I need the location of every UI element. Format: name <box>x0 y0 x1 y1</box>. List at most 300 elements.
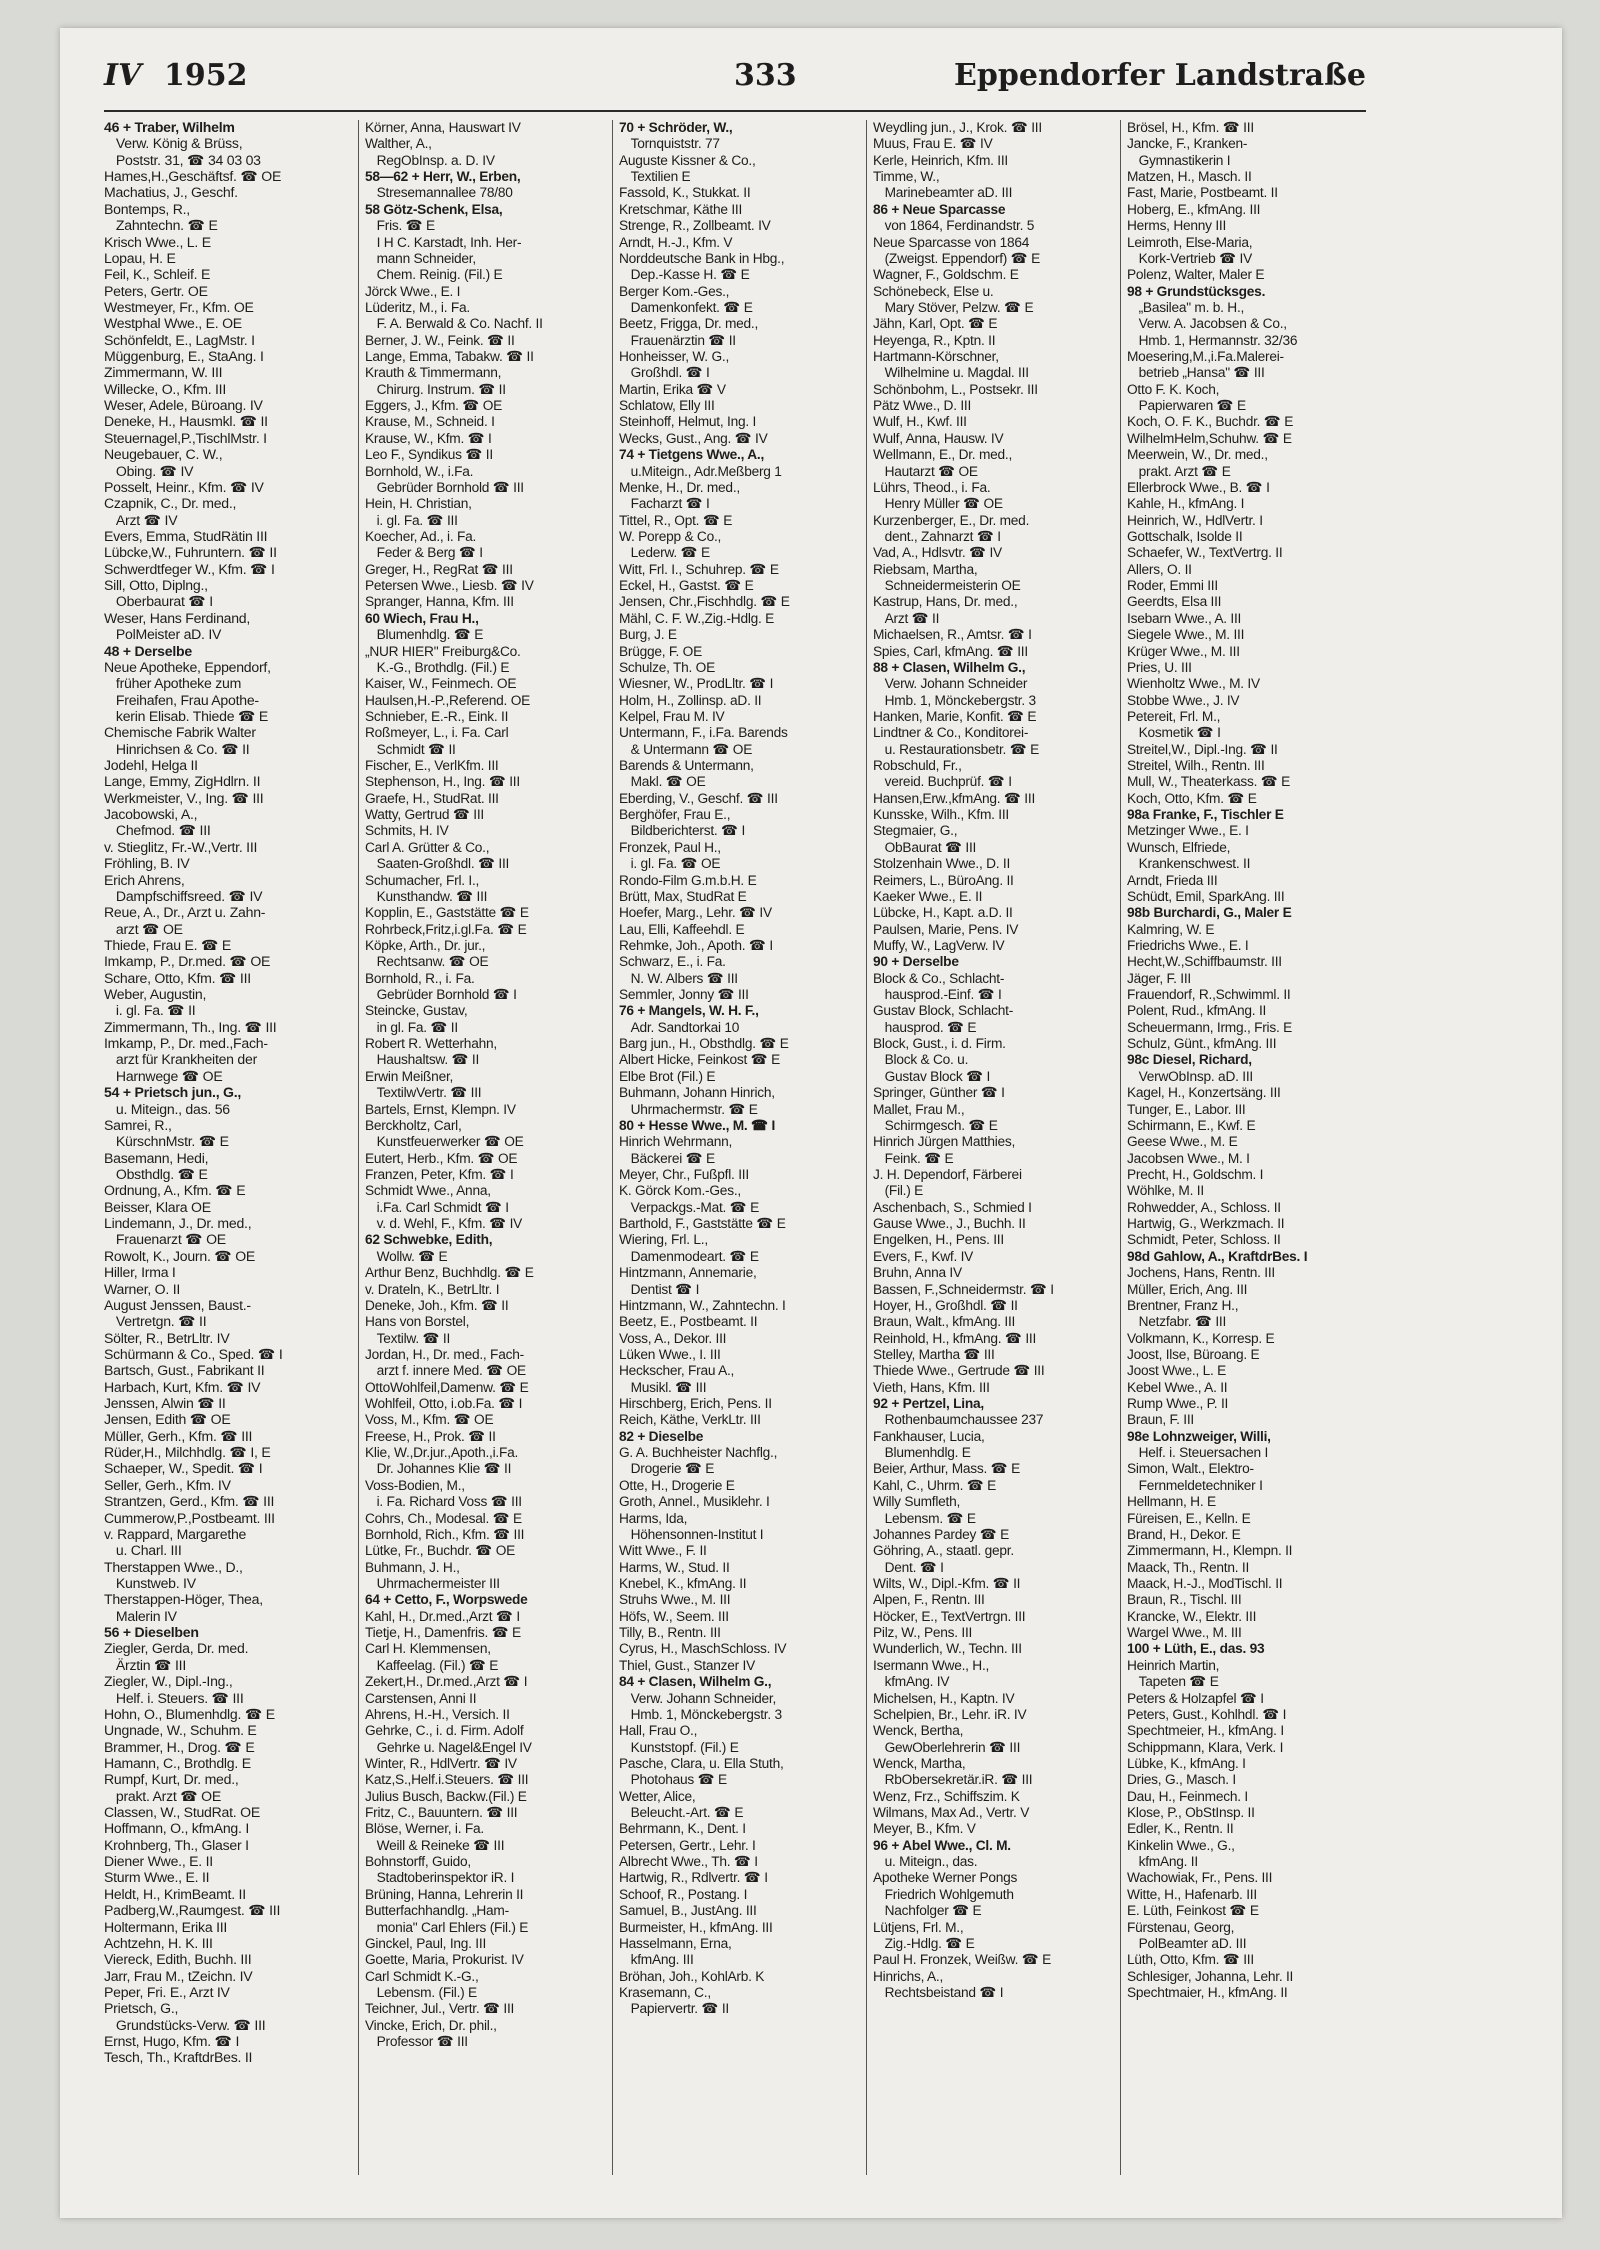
directory-entry: Deneke, Joh., Kfm. ☎ II <box>365 1297 509 1314</box>
directory-entry: Hmb. 1, Hermannstr. 32/36 <box>1138 332 1298 349</box>
directory-columns <box>104 120 1366 2175</box>
house-number-entry: 58 Götz-Schenk, Elsa, <box>365 201 503 218</box>
directory-entry: Koch, Otto, Kfm. ☎ E <box>1127 790 1257 807</box>
directory-entry: Feink. ☎ E <box>884 1150 954 1167</box>
directory-entry: K. Görck Kom.-Ges., <box>619 1183 741 1200</box>
directory-entry: Gottschalk, Isolde II <box>1127 528 1243 545</box>
directory-entry: Stobbe Wwe., J. IV <box>1127 692 1240 709</box>
directory-entry: Körner, Anna, Hauswart IV <box>365 120 521 136</box>
directory-entry: Ziegler, Gerda, Dr. med. <box>104 1641 249 1658</box>
directory-entry: Witt Wwe., F. II <box>619 1543 707 1560</box>
directory-entry: Wargel Wwe., M. III <box>1127 1625 1242 1642</box>
directory-entry: Pätz Wwe., D. III <box>873 398 972 415</box>
directory-entry: Müller, Erich, Ang. III <box>1127 1281 1248 1298</box>
directory-entry: Muus, Frau E. ☎ IV <box>873 136 993 153</box>
directory-entry: Kretschmar, Käthe III <box>619 201 743 218</box>
directory-entry: Frauenarzt ☎ OE <box>115 1232 226 1249</box>
directory-entry: Evers, F., Kwf. IV <box>873 1248 974 1265</box>
directory-entry: Gustav Block ☎ I <box>884 1068 991 1085</box>
directory-entry: Thiel, Gust., Stanzer IV <box>619 1657 756 1674</box>
directory-entry: Tittel, R., Opt. ☎ E <box>619 512 733 529</box>
directory-entry: Wachowiak, Fr., Pens. III <box>1127 1870 1273 1887</box>
directory-entry: kfmAng. III <box>630 1952 694 1969</box>
directory-entry: Petereit, Frl. M., <box>1127 708 1221 725</box>
directory-entry: Stresemannallee 78/80 <box>376 185 513 202</box>
directory-entry: Bruhn, Anna IV <box>873 1265 962 1282</box>
directory-entry: Witt, Frl. I., Schuhrep. ☎ E <box>619 561 779 578</box>
directory-entry: RegObInsp. a. D. IV <box>376 152 495 169</box>
house-number-entry: 74 + Tietgens Wwe., A., <box>619 447 765 464</box>
directory-entry: Heyenga, R., Kptn. II <box>873 332 996 349</box>
directory-entry: Frauenärztin ☎ II <box>630 332 736 349</box>
directory-entry: Damenkonfekt. ☎ E <box>630 299 753 316</box>
directory-entry: WilhelmHelm,Schuhw. ☎ E <box>1127 430 1292 447</box>
directory-entry: Warner, O. II <box>104 1281 181 1298</box>
directory-entry: Zimmermann, H., Klempn. II <box>1127 1543 1293 1560</box>
directory-entry: Robert R. Wetterhahn, <box>365 1036 497 1053</box>
directory-entry: Petersen, Gertr., Lehr. I <box>619 1837 756 1854</box>
directory-entry: & Untermann ☎ OE <box>630 741 753 758</box>
directory-entry: Strenge, R., Zollbeamt. IV <box>619 218 771 235</box>
directory-entry: PolMeister aD. IV <box>115 627 222 644</box>
directory-entry: Lebensm. ☎ E <box>884 1510 976 1527</box>
directory-entry: (Fil.) E <box>884 1183 924 1200</box>
directory-entry: Meyer, Chr., Fußpfl. III <box>619 1167 749 1183</box>
directory-entry: Thiede, Frau E. ☎ E <box>104 937 232 954</box>
directory-entry: Gymnastikerin I <box>1138 152 1231 169</box>
directory-entry: Kebel Wwe., A. II <box>1127 1379 1228 1396</box>
directory-entry: Westmeyer, Fr., Kfm. OE <box>104 299 254 316</box>
directory-entry: Wiering, Frl. L., <box>619 1232 708 1249</box>
directory-entry: Obsthdlg. ☎ E <box>115 1167 208 1183</box>
directory-entry: Paul H. Fronzek, Weißw. ☎ E <box>873 1952 1052 1969</box>
house-number-entry: 96 + Abel Wwe., Cl. M. <box>873 1837 1011 1854</box>
directory-entry: Zahntechn. ☎ E <box>115 218 218 235</box>
directory-entry: Lührs, Theod., i. Fa. <box>873 479 991 496</box>
directory-entry: Therstappen-Höger, Thea, <box>104 1592 263 1609</box>
directory-entry: Deneke, H., Hausmkl. ☎ II <box>104 414 268 431</box>
directory-entry: Zimmermann, Th., Ing. ☎ III <box>104 1019 277 1036</box>
directory-entry: Hecht,W.,Schiffbaumstr. III <box>1127 954 1282 971</box>
directory-entry: Kahl, C., Uhrm. ☎ E <box>873 1477 997 1494</box>
directory-entry: Meyer, B., Kfm. V <box>873 1821 976 1838</box>
directory-entry: Polent, Rud., kfmAng. II <box>1127 1003 1267 1020</box>
directory-entry: Lindtner & Co., Konditorei- <box>873 725 1029 742</box>
directory-entry: Hein, H. Christian, <box>365 496 472 513</box>
directory-entry: Robschuld, Fr., <box>873 758 962 775</box>
directory-entry: Wenz, Frz., Schiffszim. K <box>873 1788 1020 1805</box>
directory-entry: Krüger Wwe., M. III <box>1127 643 1240 660</box>
directory-entry: Zimmermann, W. III <box>104 365 223 382</box>
directory-entry: in gl. Fa. ☎ II <box>376 1019 458 1036</box>
directory-entry: Blumenhdlg. ☎ E <box>376 627 484 644</box>
directory-entry: Untermann, F., i.Fa. Barends <box>619 725 788 742</box>
directory-entry: Braun, Walt., kfmAng. III <box>873 1314 1016 1331</box>
directory-entry: Timme, W., <box>873 169 940 186</box>
directory-entry: Rumpf, Kurt, Dr. med., <box>104 1772 239 1789</box>
directory-entry: Willecke, O., Kfm. III <box>104 381 227 398</box>
directory-entry: Reue, A., Dr., Arzt u. Zahn- <box>104 905 266 922</box>
directory-entry: Block & Co. u. <box>884 1052 969 1069</box>
directory-entry: Sill, Otto, Diplng., <box>104 578 208 595</box>
directory-entry: Vincke, Erich, Dr. phil., <box>365 2017 497 2034</box>
directory-entry: Hintzmann, Annemarie, <box>619 1265 757 1282</box>
directory-entry: Precht, H., Goldschm. I <box>1127 1167 1264 1183</box>
house-number-entry: 98d Gahlow, A., KraftdrBes. I <box>1127 1248 1308 1265</box>
directory-entry: Fröhling, B. IV <box>104 856 190 873</box>
directory-entry: Lindemann, J., Dr. med., <box>104 1216 252 1233</box>
directory-entry: Otto F. K. Koch, <box>1127 381 1220 398</box>
directory-entry: u. Miteign., das. <box>884 1854 978 1871</box>
directory-entry: Voss, A., Dekor. III <box>619 1330 727 1347</box>
directory-entry: Norddeutsche Bank in Hbg., <box>619 250 785 267</box>
directory-entry: Hoberg, E., kfmAng. III <box>1127 201 1261 218</box>
directory-entry: Damenmodeart. ☎ E <box>630 1248 759 1265</box>
directory-entry: Harnwege ☎ OE <box>115 1068 223 1085</box>
directory-entry: E. Lüth, Feinkost ☎ E <box>1127 1903 1259 1920</box>
directory-entry: Lopau, H. E <box>104 250 176 267</box>
directory-entry: Lüderitz, M., i. Fa. <box>365 299 470 316</box>
house-number-entry: 98e Lohnzweiger, Willi, <box>1127 1428 1271 1445</box>
directory-entry: Werkmeister, V., Ing. ☎ III <box>104 790 264 807</box>
directory-entry: Dentist ☎ I <box>630 1281 700 1298</box>
directory-entry: Reich, Käthe, VerkLtr. III <box>619 1412 761 1429</box>
directory-entry: Kork-Vertrieb ☎ IV <box>1138 250 1252 267</box>
directory-entry: Schlesiger, Johanna, Lehr. II <box>1127 1968 1294 1985</box>
directory-entry: Schwerdtfeger W., Kfm. ☎ I <box>104 561 275 578</box>
directory-entry: Steincke, Gustav, <box>365 1003 468 1020</box>
directory-entry: Wenck, Martha, <box>873 1755 966 1772</box>
directory-entry: Grundstücks-Verw. ☎ III <box>115 2017 266 2034</box>
directory-entry: Obing. ☎ IV <box>115 463 194 480</box>
directory-entry: Johannes Pardey ☎ E <box>873 1526 1010 1543</box>
house-number-entry: 100 + Lüth, E., das. 93 <box>1127 1641 1265 1658</box>
directory-entry: Bröhan, Joh., KohlArb. K <box>619 1968 765 1985</box>
directory-entry: Braun, F. III <box>1127 1412 1195 1429</box>
directory-entry: Achtzehn, H. K. III <box>104 1935 213 1952</box>
directory-entry: Gehrke u. Nagel&Engel IV <box>376 1739 532 1756</box>
directory-entry: Leimroth, Else-Maria, <box>1127 234 1253 251</box>
directory-entry: Dampfschiffsreed. ☎ IV <box>115 888 263 905</box>
directory-entry: VerwObInsp. aD. III <box>1138 1068 1253 1085</box>
directory-entry: Polenz, Walter, Maler E <box>1127 267 1265 284</box>
house-number-entry: 98 + Grundstücksges. <box>1127 283 1266 300</box>
directory-entry: Lederw. ☎ E <box>630 545 710 562</box>
directory-entry: Stelley, Martha ☎ III <box>873 1346 995 1363</box>
directory-entry: monia" Carl Ehlers (Fil.) E <box>376 1919 529 1936</box>
directory-entry: Spechtmeier, H., kfmAng. I <box>1127 1723 1284 1740</box>
directory-entry: v. Stieglitz, Fr.-W.,Vertr. III <box>104 839 258 856</box>
directory-entry: hausprod. ☎ E <box>884 1019 977 1036</box>
directory-entry: Schmidt ☎ II <box>376 741 456 758</box>
directory-entry: Schippmann, Klara, Verk. I <box>1127 1739 1284 1756</box>
directory-entry: Höfs, W., Seem. III <box>619 1608 729 1625</box>
directory-entry: Schmits, H. IV <box>365 823 449 840</box>
directory-entry: Schirmann, E., Kwf. E <box>1127 1117 1256 1134</box>
directory-entry: Wöhlke, M. II <box>1127 1183 1204 1200</box>
directory-entry: Franzen, Peter, Kfm. ☎ I <box>365 1167 514 1183</box>
directory-entry: Pries, U. III <box>1127 659 1192 676</box>
directory-entry: Krisch Wwe., L. E <box>104 234 211 251</box>
directory-entry: Otte, H., Drogerie E <box>619 1477 735 1494</box>
directory-entry: Sturm Wwe., E. II <box>104 1870 210 1887</box>
directory-entry: Arzt ☎ IV <box>115 512 178 529</box>
directory-entry: Drogerie ☎ E <box>630 1461 715 1478</box>
directory-entry: Rohwedder, A., Schloss. II <box>1127 1199 1281 1216</box>
directory-entry: Kahl, H., Dr.med.,Arzt ☎ I <box>365 1608 520 1625</box>
house-number-entry: 98b Burchardi, G., Maler E <box>1127 905 1292 922</box>
directory-entry: Ungnade, W., Schuhm. E <box>104 1723 257 1740</box>
directory-entry: Schaefer, W., TextVertrg. II <box>1127 545 1283 562</box>
directory-entry: prakt. Arzt ☎ E <box>1138 463 1231 480</box>
directory-entry: Simon, Walt., Elektro- <box>1127 1461 1254 1478</box>
directory-entry: v. Rappard, Margarethe <box>104 1526 247 1543</box>
directory-entry: Neue Sparcasse von 1864 <box>873 234 1030 251</box>
directory-entry: Julius Busch, Backw.(Fil.) E <box>365 1788 527 1805</box>
directory-entry: GewOberlehrerin ☎ III <box>884 1739 1021 1756</box>
directory-entry: Geese Wwe., M. E <box>1127 1134 1238 1151</box>
directory-entry: Witte, H., Hafenarb. III <box>1127 1886 1257 1903</box>
directory-entry: Voss, M., Kfm. ☎ OE <box>365 1412 494 1429</box>
directory-entry: Wellmann, E., Dr. med., <box>873 447 1013 464</box>
directory-entry: Albrecht Wwe., Th. ☎ I <box>619 1854 758 1871</box>
directory-entry: Textilien E <box>630 169 691 186</box>
directory-entry: arzt ☎ OE <box>115 921 183 938</box>
directory-entry: Peters, Gertr. OE <box>104 283 208 300</box>
house-number-entry: 86 + Neue Sparcasse <box>873 201 1006 218</box>
directory-entry: Weill & Reineke ☎ III <box>376 1837 505 1854</box>
directory-entry: Maack, H.-J., ModTischl. II <box>1127 1575 1283 1592</box>
directory-entry: Wiesner, W., ProdLltr. ☎ I <box>619 676 774 693</box>
directory-entry: Hautarzt ☎ OE <box>884 463 978 480</box>
directory-entry: Watty, Gertrud ☎ III <box>365 807 484 824</box>
directory-entry: Wunderlich, W., Techn. III <box>873 1641 1022 1658</box>
directory-entry: Schmidt, Peter, Schloss. II <box>1127 1232 1281 1249</box>
directory-entry: Berckholtz, Carl, <box>365 1117 462 1134</box>
directory-entry: Mary Stöver, Pelzw. ☎ E <box>884 299 1034 316</box>
directory-entry: Isermann Wwe., H., <box>873 1657 990 1674</box>
directory-entry: Aschenbach, S., Schmied I <box>873 1199 1032 1216</box>
directory-entry: TextilwVertr. ☎ III <box>376 1085 482 1102</box>
directory-entry: Professor ☎ III <box>376 2034 468 2051</box>
directory-entry: Textilw. ☎ II <box>376 1330 451 1347</box>
directory-entry: Tornquiststr. 77 <box>630 136 720 153</box>
directory-entry: vereid. Buchprüf. ☎ I <box>884 774 1012 791</box>
directory-entry: Peper, Fri. E., Arzt IV <box>104 1984 230 2001</box>
directory-entry: i. gl. Fa. ☎ II <box>115 1003 196 1020</box>
directory-entry: Klie, W.,Dr.jur.,Apoth.,i.Fa. <box>365 1445 519 1462</box>
directory-entry: Honheisser, W. G., <box>619 349 730 366</box>
directory-entry: Therstappen Wwe., D., <box>104 1559 243 1576</box>
directory-entry: Voss-Bodien, M., <box>365 1477 465 1494</box>
directory-entry: Photohaus ☎ E <box>630 1772 727 1789</box>
directory-entry: Posselt, Heinr., Kfm. ☎ IV <box>104 479 264 496</box>
directory-column <box>866 120 1117 2175</box>
directory-entry: Edler, K., Rentn. II <box>1127 1821 1234 1838</box>
directory-entry: Dent. ☎ I <box>884 1559 944 1576</box>
directory-column <box>612 120 863 2175</box>
directory-entry: Schirmgesch. ☎ E <box>884 1117 998 1134</box>
directory-entry: Erwin Meißner, <box>365 1068 454 1085</box>
directory-entry: Krasemann, C., <box>619 1984 711 2001</box>
directory-entry: Kaffeelag. (Fil.) ☎ E <box>376 1657 499 1674</box>
directory-entry: von 1864, Ferdinandstr. 5 <box>884 218 1035 235</box>
directory-entry: Eberding, V., Geschf. ☎ III <box>619 790 778 807</box>
directory-entry: Spechtmaier, H., kfmAng. II <box>1127 1984 1288 2001</box>
directory-entry: Wohlfeil, Otto, i.ob.Fa. ☎ I <box>365 1396 523 1413</box>
directory-entry: Wienholtz Wwe., M. IV <box>1127 676 1260 693</box>
directory-entry: Kunsthandw. ☎ III <box>376 888 488 905</box>
directory-entry: Hellmann, H. E <box>1127 1494 1216 1511</box>
directory-entry: Krankenschwest. II <box>1138 856 1251 873</box>
directory-entry: Ginckel, Paul, Ing. III <box>365 1935 487 1952</box>
directory-entry: Zig.-Hdlg. ☎ E <box>884 1935 975 1952</box>
directory-entry: Albert Hicke, Feinkost ☎ E <box>619 1052 781 1069</box>
directory-entry: Chirurg. Instrum. ☎ II <box>376 381 506 398</box>
directory-entry: Brammer, H., Drog. ☎ E <box>104 1739 255 1756</box>
directory-entry: früher Apotheke zum <box>115 676 242 693</box>
directory-entry: Frauendorf, R.,Schwimml. II <box>1127 987 1291 1004</box>
directory-entry: Wilts, W., Dipl.-Kfm. ☎ II <box>873 1575 1021 1592</box>
directory-entry: Stadtoberinspektor iR. I <box>376 1870 515 1887</box>
directory-entry: Lange, Emmy, ZigHdlrn. II <box>104 774 261 791</box>
directory-entry: Schönfeldt, E., LagMstr. I <box>104 332 255 349</box>
directory-entry: Ordnung, A., Kfm. ☎ E <box>104 1183 246 1200</box>
directory-entry: Evers, Emma, StudRätin III <box>104 528 268 545</box>
directory-entry: Jensen, Edith ☎ OE <box>104 1412 231 1429</box>
directory-entry: Diener Wwe., E. II <box>104 1854 213 1871</box>
directory-entry: Heckscher, Frau A., <box>619 1363 735 1380</box>
directory-entry: Cummerow,P.,Postbeamt. III <box>104 1510 275 1527</box>
directory-entry: Hinrich Jürgen Matthies, <box>873 1134 1016 1151</box>
directory-entry: Rohrbeck,Fritz,i.gl.Fa. ☎ E <box>365 921 527 938</box>
directory-entry: Engelken, H., Pens. III <box>873 1232 1004 1249</box>
directory-entry: Wulf, H., Kwf. III <box>873 414 967 431</box>
directory-entry: Burg, J. E <box>619 627 677 644</box>
directory-entry: „NUR HIER" Freiburg&Co. <box>365 643 521 660</box>
directory-entry: Tesch, Th., KraftdrBes. II <box>104 2050 253 2067</box>
directory-entry: Muffy, W., LagVerw. IV <box>873 937 1005 954</box>
directory-entry: K.-G., Brothdlg. (Fil.) E <box>376 659 510 676</box>
directory-entry: Kelpel, Frau M. IV <box>619 708 725 725</box>
directory-entry: Rump Wwe., P. II <box>1127 1396 1229 1413</box>
page-header <box>104 58 1366 104</box>
directory-entry: Imkamp, P., Dr. med.,Fach- <box>104 1036 268 1053</box>
directory-entry: Bornhold, Rich., Kfm. ☎ III <box>365 1526 525 1543</box>
directory-entry: Dau, H., Feinmech. I <box>1127 1788 1248 1805</box>
directory-entry: Schaeper, W., Spedit. ☎ I <box>104 1461 263 1478</box>
directory-entry: Lübke, K., kfmAng. I <box>1127 1755 1246 1772</box>
directory-entry: Klose, P., ObStInsp. II <box>1127 1805 1255 1822</box>
house-number-entry: 88 + Clasen, Wilhelm G., <box>873 659 1026 676</box>
directory-entry: Chefmod. ☎ III <box>115 823 211 840</box>
directory-entry: Hohn, O., Blumenhdlg. ☎ E <box>104 1706 275 1723</box>
directory-entry: Göhring, A., staatl. gepr. <box>873 1543 1014 1560</box>
directory-entry: Blöse, Werner, i. Fa. <box>365 1821 484 1838</box>
directory-entry: Beier, Arthur, Mass. ☎ E <box>873 1461 1021 1478</box>
directory-entry: Fronzek, Paul H., <box>619 839 721 856</box>
directory-entry: Hmb. 1, Mönckebergstr. 3 <box>630 1706 782 1723</box>
directory-entry: Meerwein, W., Dr. med., <box>1127 447 1268 464</box>
directory-entry: Carl Schmidt K.-G., <box>365 1968 479 1985</box>
directory-entry: dent., Zahnarzt ☎ I <box>884 528 1001 545</box>
directory-entry: Krancke, W., Elektr. III <box>1127 1608 1257 1625</box>
directory-entry: Carl A. Grütter & Co., <box>365 839 490 856</box>
directory-entry: Hinrichs, A., <box>873 1968 944 1985</box>
directory-entry: Willy Sumfleth, <box>873 1494 961 1511</box>
directory-entry: Schnieber, E.-R., Eink. II <box>365 708 509 725</box>
directory-entry: Hiller, Irma I <box>104 1265 176 1282</box>
directory-entry: Freese, H., Prok. ☎ II <box>365 1428 496 1445</box>
directory-entry: Schüdt, Emil, SparkAng. III <box>1127 888 1285 905</box>
directory-entry: Spies, Carl, kfmAng. ☎ III <box>873 643 1028 660</box>
directory-entry: Schönebeck, Else u. <box>873 283 994 300</box>
directory-entry: Wollw. ☎ E <box>376 1248 448 1265</box>
directory-entry: Ernst, Hugo, Kfm. ☎ I <box>104 2034 240 2051</box>
directory-entry: Steuernagel,P.,TischlMstr. I <box>104 430 267 447</box>
directory-entry: Uhrmachermstr. ☎ E <box>630 1101 758 1118</box>
directory-entry: Hansen,Erw.,kfmAng. ☎ III <box>873 790 1036 807</box>
directory-entry: Reimers, L., BüroAng. II <box>873 872 1014 889</box>
directory-entry: Gebrüder Bornhold ☎ I <box>376 987 517 1004</box>
directory-entry: J. H. Dependorf, Färberei <box>873 1167 1022 1183</box>
directory-entry: Hall, Frau O., <box>619 1723 698 1740</box>
house-number-entry: 64 + Cetto, F., Worpswede <box>365 1592 528 1609</box>
directory-entry: Paulsen, Marie, Pens. IV <box>873 921 1019 938</box>
directory-entry: Hmb. 1, Mönckebergstr. 3 <box>884 692 1036 709</box>
directory-entry: Haushaltsw. ☎ II <box>376 1052 480 1069</box>
directory-entry: Eggers, J., Kfm. ☎ OE <box>365 398 503 415</box>
directory-entry: Winter, R., HdlVertr. ☎ IV <box>365 1755 517 1772</box>
directory-entry: Fernmeldetechniker I <box>1138 1477 1263 1494</box>
directory-entry: Hartwig, R., Rdlvertr. ☎ I <box>619 1870 768 1887</box>
directory-entry: Beisser, Klara OE <box>104 1199 211 1216</box>
directory-entry: Ellerbrock Wwe., B. ☎ I <box>1127 479 1270 496</box>
house-number-entry: 56 + Dieselben <box>104 1625 199 1642</box>
directory-entry: Erich Ahrens, <box>104 872 185 889</box>
directory-column <box>1120 120 1371 2175</box>
directory-entry: Friedrichs Wwe., E. I <box>1127 937 1249 954</box>
house-number-entry: 98a Franke, F., Tischler E <box>1127 807 1284 824</box>
directory-entry: Tunger, E., Labor. III <box>1127 1101 1246 1118</box>
directory-entry: Heldt, H., KrimBeamt. II <box>104 1886 246 1903</box>
directory-entry: Berger Kom.-Ges., <box>619 283 730 300</box>
directory-entry: i. gl. Fa. ☎ OE <box>630 856 721 873</box>
directory-entry: Reinhold, H., kfmAng. ☎ III <box>873 1330 1037 1347</box>
directory-entry: Stolzenhain Wwe., D. II <box>873 856 1011 873</box>
directory-entry: Hinrichsen & Co. ☎ II <box>115 741 250 758</box>
directory-entry: Kunsske, Wilh., Kfm. III <box>873 807 1010 824</box>
directory-entry: Scheuermann, Irmg., Fris. E <box>1127 1019 1293 1036</box>
directory-entry: Wenck, Bertha, <box>873 1723 964 1740</box>
directory-entry: Schoof, R., Postang. I <box>619 1886 748 1903</box>
directory-entry: N. W. Albers ☎ III <box>630 970 738 987</box>
directory-entry: Jensen, Chr.,Fischhdlg. ☎ E <box>619 594 790 611</box>
directory-entry: Schneidermeisterin OE <box>884 578 1021 595</box>
directory-entry: Berghöfer, Frau E., <box>619 807 731 824</box>
house-number-entry: 58—62 + Herr, W., Erben, <box>365 169 521 186</box>
directory-entry: Lebensm. (Fil.) E <box>376 1984 477 2001</box>
directory-entry: Mallet, Frau M., <box>873 1101 965 1118</box>
directory-entry: Musikl. ☎ III <box>630 1379 707 1396</box>
directory-entry: Müller, Gerh., Kfm. ☎ III <box>104 1428 253 1445</box>
directory-entry: Braun, R., Tischl. III <box>1127 1592 1242 1609</box>
directory-entry: Adr. Sandtorkai 10 <box>630 1019 740 1036</box>
directory-entry: Wilhelmine u. Magdal. III <box>884 365 1029 382</box>
directory-entry: Bartsch, Gust., Fabrikant II <box>104 1363 265 1380</box>
directory-entry: Struhs Wwe., M. III <box>619 1592 731 1609</box>
directory-entry: Hinrich Wehrmann, <box>619 1134 733 1151</box>
